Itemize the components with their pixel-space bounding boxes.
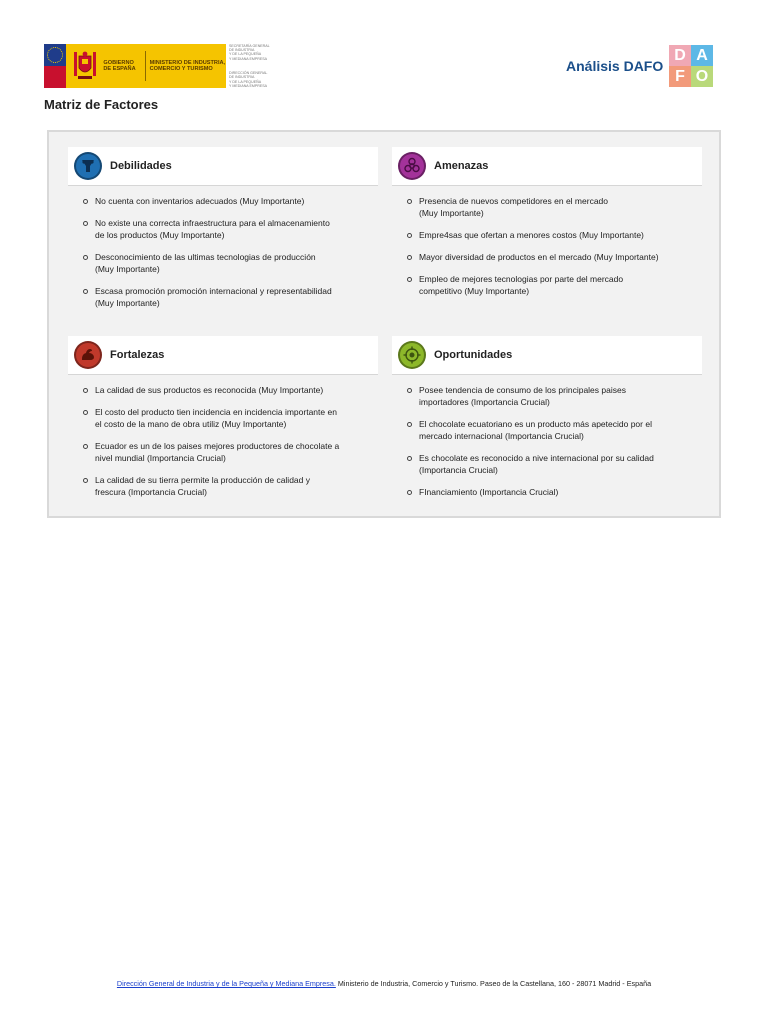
- list-item: Empre4sas que ofertan a menores costos (Muy Importante): [392, 229, 702, 241]
- eu-flag-icon: [44, 44, 66, 88]
- footer: [0, 979, 768, 988]
- list-item: La calidad de su tierra permite la producción de calidad y frescura (Importancia Crucial): [68, 474, 378, 498]
- dafo-letter-d: D: [669, 45, 691, 66]
- quadrant-title: Oportunidades: [434, 349, 513, 361]
- government-logo: [44, 44, 270, 88]
- quadrant-debilidades: [68, 147, 378, 319]
- matrix-panel: [47, 130, 721, 518]
- list-item: La calidad de sus productos es reconocida (Muy Importante): [68, 384, 378, 396]
- item-list: [392, 384, 702, 498]
- quadrant-fortalezas: [68, 336, 378, 508]
- coat-of-arms-icon: [70, 49, 99, 83]
- list-item: Mayor diversidad de productos en el mercado (Muy Importante): [392, 251, 702, 263]
- list-item: Empleo de mejores tecnologias por parte del mercado competitivo (Muy Importante): [392, 273, 702, 297]
- quadrant-header: [392, 147, 702, 185]
- target-icon: [398, 341, 426, 369]
- list-item: No cuenta con inventarios adecuados (Muy Importante): [68, 195, 378, 207]
- gobierno-label: GOBIERNO DE ESPAÑA: [103, 59, 136, 72]
- ministry-label: MINISTERIO DE INDUSTRIA, COMERCIO Y TURISMO: [149, 59, 226, 72]
- list-item: FInanciamiento (Importancia Crucial): [392, 486, 702, 498]
- strength-arm-icon: [74, 341, 102, 369]
- list-item: El chocolate ecuatoriano es un producto más apetecido por el mercado internacional (Importancia Crucial): [392, 418, 702, 442]
- dafo-letter-f: F: [669, 66, 691, 87]
- dafo-logo: [669, 45, 713, 87]
- quadrant-amenazas: [392, 147, 702, 307]
- dafo-letter-o: O: [691, 66, 713, 87]
- list-item: Ecuador es un de los paises mejores productores de chocolate a nivel mundial (Importancia Crucial): [68, 440, 378, 464]
- quadrant-title: Fortalezas: [110, 349, 165, 361]
- quadrant-header: [68, 336, 378, 374]
- list-item: Posee tendencia de consumo de los principales paises importadores (Importancia Crucial): [392, 384, 702, 408]
- list-item: No existe una correcta infraestructura para el almacenamiento de los productos (Muy Importante): [68, 217, 378, 241]
- analysis-title: Análisis DAFO: [566, 58, 664, 74]
- quadrant-header: [392, 336, 702, 374]
- biohazard-icon: [398, 152, 426, 180]
- list-item: Es chocolate es reconocido a nive internacional por su calidad (Importancia Crucial): [392, 452, 702, 476]
- debilidades-icon: [74, 152, 102, 180]
- dafo-letter-a: A: [691, 45, 713, 66]
- quadrant-oportunidades: [392, 336, 702, 508]
- list-item: Escasa promoción promoción internacional y representabilidad (Muy Importante): [68, 285, 378, 309]
- page-title: Matriz de Factores: [44, 97, 159, 112]
- item-list: [68, 195, 378, 309]
- quadrant-title: Debilidades: [110, 160, 172, 172]
- secretariat-label: SECRETARÍA GENERAL DE INDUSTRIA Y DE LA PEQUEÑA Y MEDIANA EMPRESA DIRECCIÓN GENERAL DE INDUSTRIA Y DE LA PEQUEÑA Y MEDIANA EMPRESA: [229, 44, 270, 88]
- item-list: [68, 384, 378, 498]
- footer-address: Ministerio de Industria, Comercio y Turismo. Paseo de la Castellana, 160 - 28071 Madrid - España: [337, 979, 652, 988]
- footer-link[interactable]: Dirección General de Industria y de la Pequeña y Mediana Empresa.: [116, 979, 336, 988]
- list-item: Presencia de nuevos competidores en el mercado (Muy Importante): [392, 195, 702, 219]
- list-item: Desconocimiento de las ultimas tecnologias de producción (Muy Importante): [68, 251, 378, 275]
- quadrant-header: [68, 147, 378, 185]
- quadrant-title: Amenazas: [434, 160, 489, 172]
- list-item: El costo del producto tien incidencia en incidencia importante en el costo de la mano de obra utiliz (Muy Importante): [68, 406, 378, 430]
- gobierno-banner: [66, 44, 226, 88]
- item-list: [392, 195, 702, 297]
